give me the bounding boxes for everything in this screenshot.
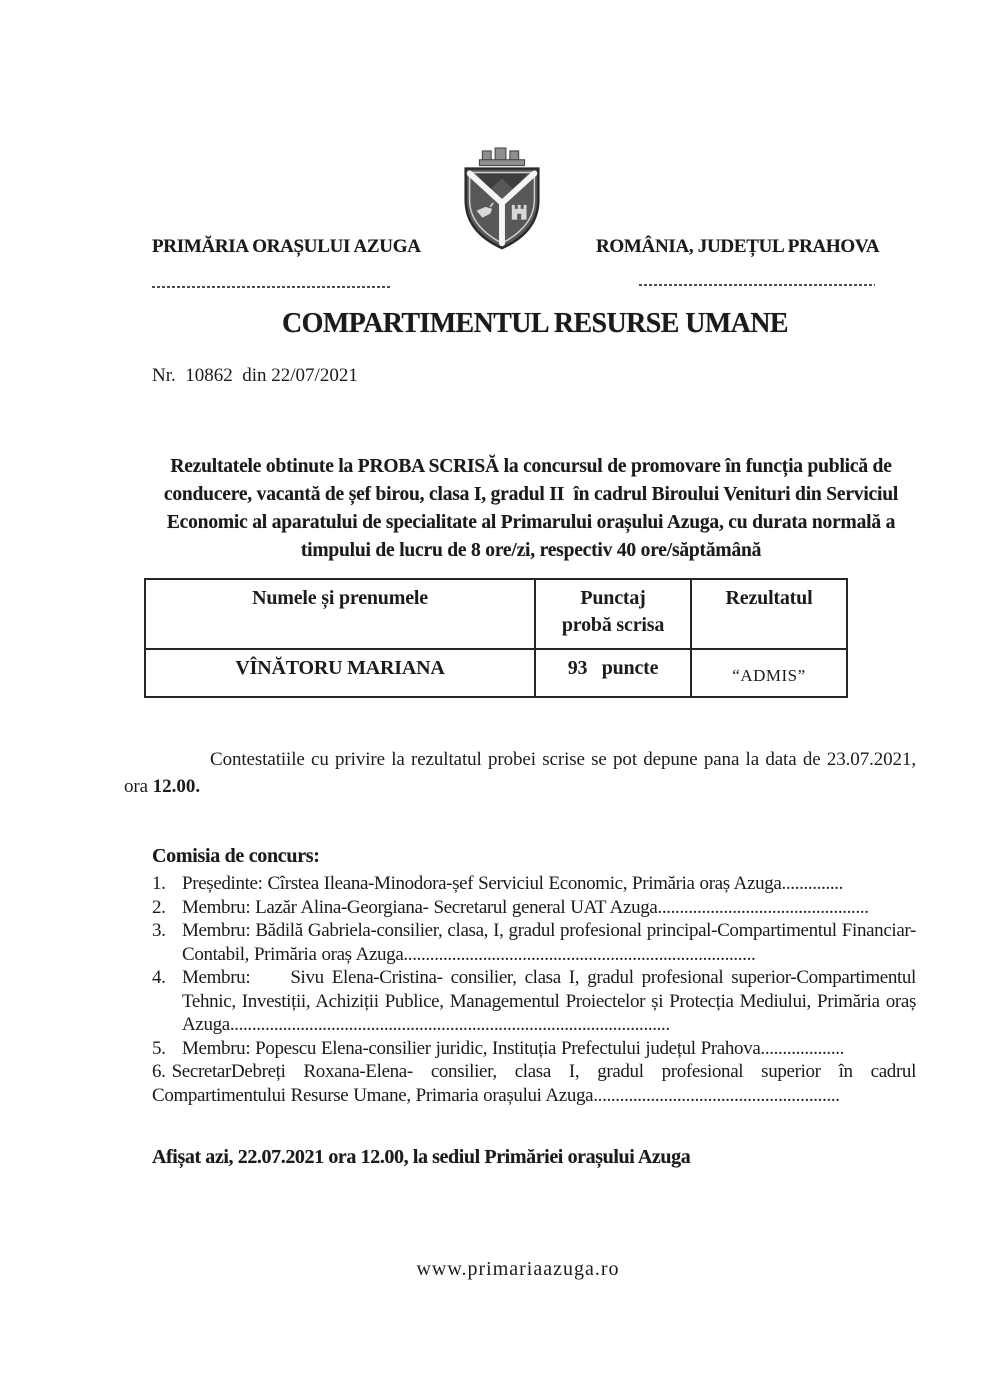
website-url: www.primariaazuga.ro <box>416 1258 620 1280</box>
table-header-result: Rezultatul <box>690 580 846 648</box>
coat-of-arms-icon <box>452 146 552 254</box>
commission-member-4: 4. Membru: Sivu Elena-Cristina- consilier, clasa I, gradul profesional superior-Compartimentul Tehnic, Investiții, Achiziții Publice, Managementul Proiectelor și Protecția Mediului, Primăria oraș Azuga.................................................................................................... <box>152 967 916 1035</box>
commission-member-5: 5. Membru: Popescu Elena-consilier juridic, Instituția Prefectului județul Prahova................... <box>152 1037 845 1059</box>
commission-member-6: 6. SecretarDebreți Roxana-Elena- consilier, clasa I, gradul profesional superior în cadrul Compartimentului Resurse Umane, Primaria orașului Azuga........................................................ <box>152 1061 916 1106</box>
commission-member-3: 3. Membru: Bădilă Gabriela-consilier, clasa, I, gradul profesional principal-Compartimentul Financiar-Contabil, Primăria oraș Azuga................................................................................ <box>152 920 916 965</box>
contestation-paragraph: Contestatiile cu privire la rezultatul probei scrise se pot depune pana la data de 23.07.2021, ora 12.00. <box>124 749 916 797</box>
commission-member-2: 2. Membru: Lazăr Alina-Georgiana- Secretarul general UAT Azuga................................................ <box>152 896 869 918</box>
results-table <box>144 578 848 698</box>
commission-heading: Comisia de concurs: <box>152 845 320 867</box>
table-header-name: Numele și prenumele <box>252 587 428 609</box>
commission-member-1: 1. Președinte: Cîrstea Ileana-Minodora-șef Serviciul Economic, Primăria oraș Azuga.............. <box>152 873 844 894</box>
registration-number-line: Nr. 10862 din 22/07/2021 <box>152 365 358 386</box>
contestation-deadline-time: 12.00. <box>152 776 201 797</box>
header-rule-left <box>152 286 390 288</box>
table-row-name: VÎNĂTORU MARIANA <box>146 648 534 696</box>
org-name-left: PRIMĂRIA ORAȘULUI AZUGA <box>152 236 421 257</box>
result-badge: “ADMIS” <box>732 666 806 685</box>
table-header-score: Punctaj probă scrisa <box>534 580 690 648</box>
results-paragraph: Rezultatele obtinute la PROBA SCRISĂ la concursul de promovare în funcția publică de conducere, vacantă de șef birou, clasa I, gradul II în cadrul Biroului Venituri din Serviciul Economic al aparatului de specialitate al Primarului orașului Azuga, cu durata normală a timpului de lucru de 8 ore/zi, respectiv 40 ore/săptămână <box>163 456 899 561</box>
table-row-result <box>690 648 846 696</box>
department-title: COMPARTIMENTUL RESURSE UMANE <box>282 308 788 339</box>
posted-date-line: Afișat azi, 22.07.2021 ora 12.00, la sediul Primăriei orașului Azuga <box>152 1146 691 1168</box>
table-row-score: 93 puncte <box>534 648 690 696</box>
header-rule-right <box>639 284 875 286</box>
org-name-right: ROMÂNIA, JUDEȚUL PRAHOVA <box>596 236 880 257</box>
commission-list <box>152 872 916 1107</box>
